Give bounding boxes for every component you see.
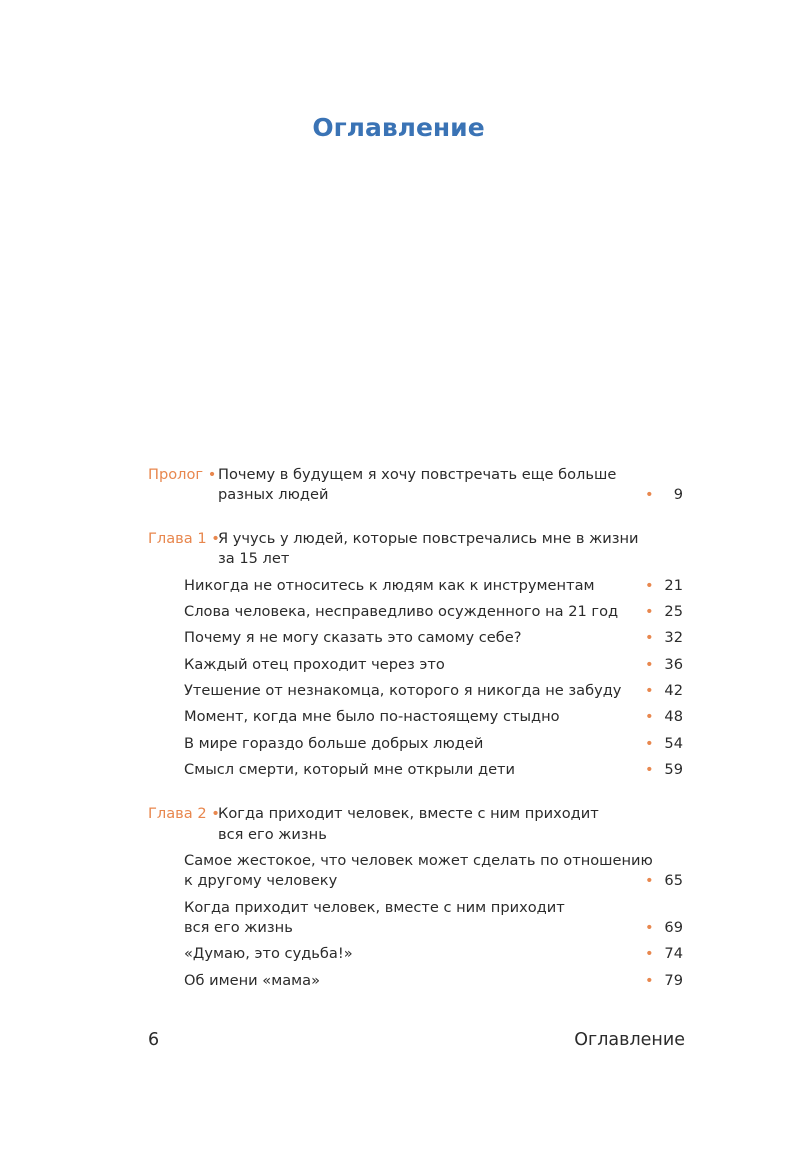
- bullet-dot: •: [207, 466, 217, 483]
- page-number: 9: [673, 486, 683, 503]
- chapter1-title-line2: за 15 лет: [218, 550, 290, 567]
- toc-entry: Самое жестокое, что человек может сделать по отношению: [184, 852, 653, 869]
- toc-entry: вся его жизнь: [184, 919, 293, 936]
- page-number: 65: [664, 872, 683, 889]
- prologue-title-line2: разных людей: [218, 486, 329, 503]
- footer-section-title: Оглавление: [574, 1030, 685, 1050]
- page-number: 79: [664, 972, 683, 989]
- toc-entry: к другому человеку: [184, 872, 338, 889]
- page-number: 25: [664, 603, 683, 620]
- bullet-dot: •: [645, 945, 654, 962]
- chapter1-title-line1: Я учусь у людей, которые повстречались мне в жизни: [218, 530, 639, 547]
- toc-entry: Об имени «мама»: [184, 972, 321, 989]
- page-number: 69: [664, 919, 683, 936]
- page-number: 59: [664, 761, 683, 778]
- page-number: 42: [664, 682, 683, 699]
- page-number: 36: [664, 656, 683, 673]
- chapter2-title-line2: вся его жизнь: [218, 826, 327, 843]
- bullet-dot: •: [645, 761, 654, 778]
- chapter1-prefix: Глава 1: [148, 530, 207, 547]
- page-number: 74: [664, 945, 683, 962]
- toc-entry: В мире гораздо больше добрых людей: [184, 735, 484, 752]
- footer-page-number: 6: [148, 1030, 160, 1050]
- prologue-heading: [148, 464, 216, 486]
- chapter1-heading: [148, 528, 220, 550]
- chapter2-prefix: Глава 2: [148, 805, 207, 822]
- toc-entry: Когда приходит человек, вместе с ним приходит: [184, 899, 565, 916]
- bullet-dot: •: [645, 629, 654, 646]
- toc-entry: Никогда не относитесь к людям как к инструментам: [184, 577, 595, 594]
- toc-entry: Смысл смерти, который мне открыли дети: [184, 761, 516, 778]
- toc-entry: Слова человека, несправедливо осужденного на 21 год: [184, 603, 619, 620]
- bullet-dot: •: [211, 805, 220, 822]
- bullet-dot: •: [645, 872, 654, 889]
- page-number: 54: [664, 735, 683, 752]
- page-number: 32: [664, 629, 683, 646]
- toc-entry: Момент, когда мне было по-настоящему стыдно: [184, 708, 560, 725]
- toc-entry: «Думаю, это судьба!»: [184, 945, 353, 962]
- prologue-prefix: Пролог: [148, 466, 204, 483]
- bullet-dot: •: [645, 972, 654, 989]
- page-number: 48: [664, 708, 683, 725]
- toc-entry: Каждый отец проходит через это: [184, 656, 445, 673]
- bullet-dot: •: [645, 682, 654, 699]
- bullet-dot: •: [645, 919, 654, 936]
- toc-entry: Почему я не могу сказать это самому себе?: [184, 629, 522, 646]
- toc-entry: Утешение от незнакомца, которого я никогда не забуду: [184, 682, 622, 699]
- chapter2-heading: [148, 803, 220, 825]
- bullet-dot: •: [211, 530, 220, 547]
- bullet-dot: •: [645, 603, 654, 620]
- prologue-title-line1: Почему в будущем я хочу повстречать еще больше: [218, 466, 617, 483]
- bullet-dot: •: [645, 708, 654, 725]
- chapter2-title-line1: Когда приходит человек, вместе с ним приходит: [218, 805, 599, 822]
- bullet-dot: •: [645, 486, 654, 503]
- page-number: 21: [664, 577, 683, 594]
- bullet-dot: •: [645, 656, 654, 673]
- bullet-dot: •: [645, 735, 654, 752]
- page-title: Оглавление: [312, 113, 485, 142]
- bullet-dot: •: [645, 577, 654, 594]
